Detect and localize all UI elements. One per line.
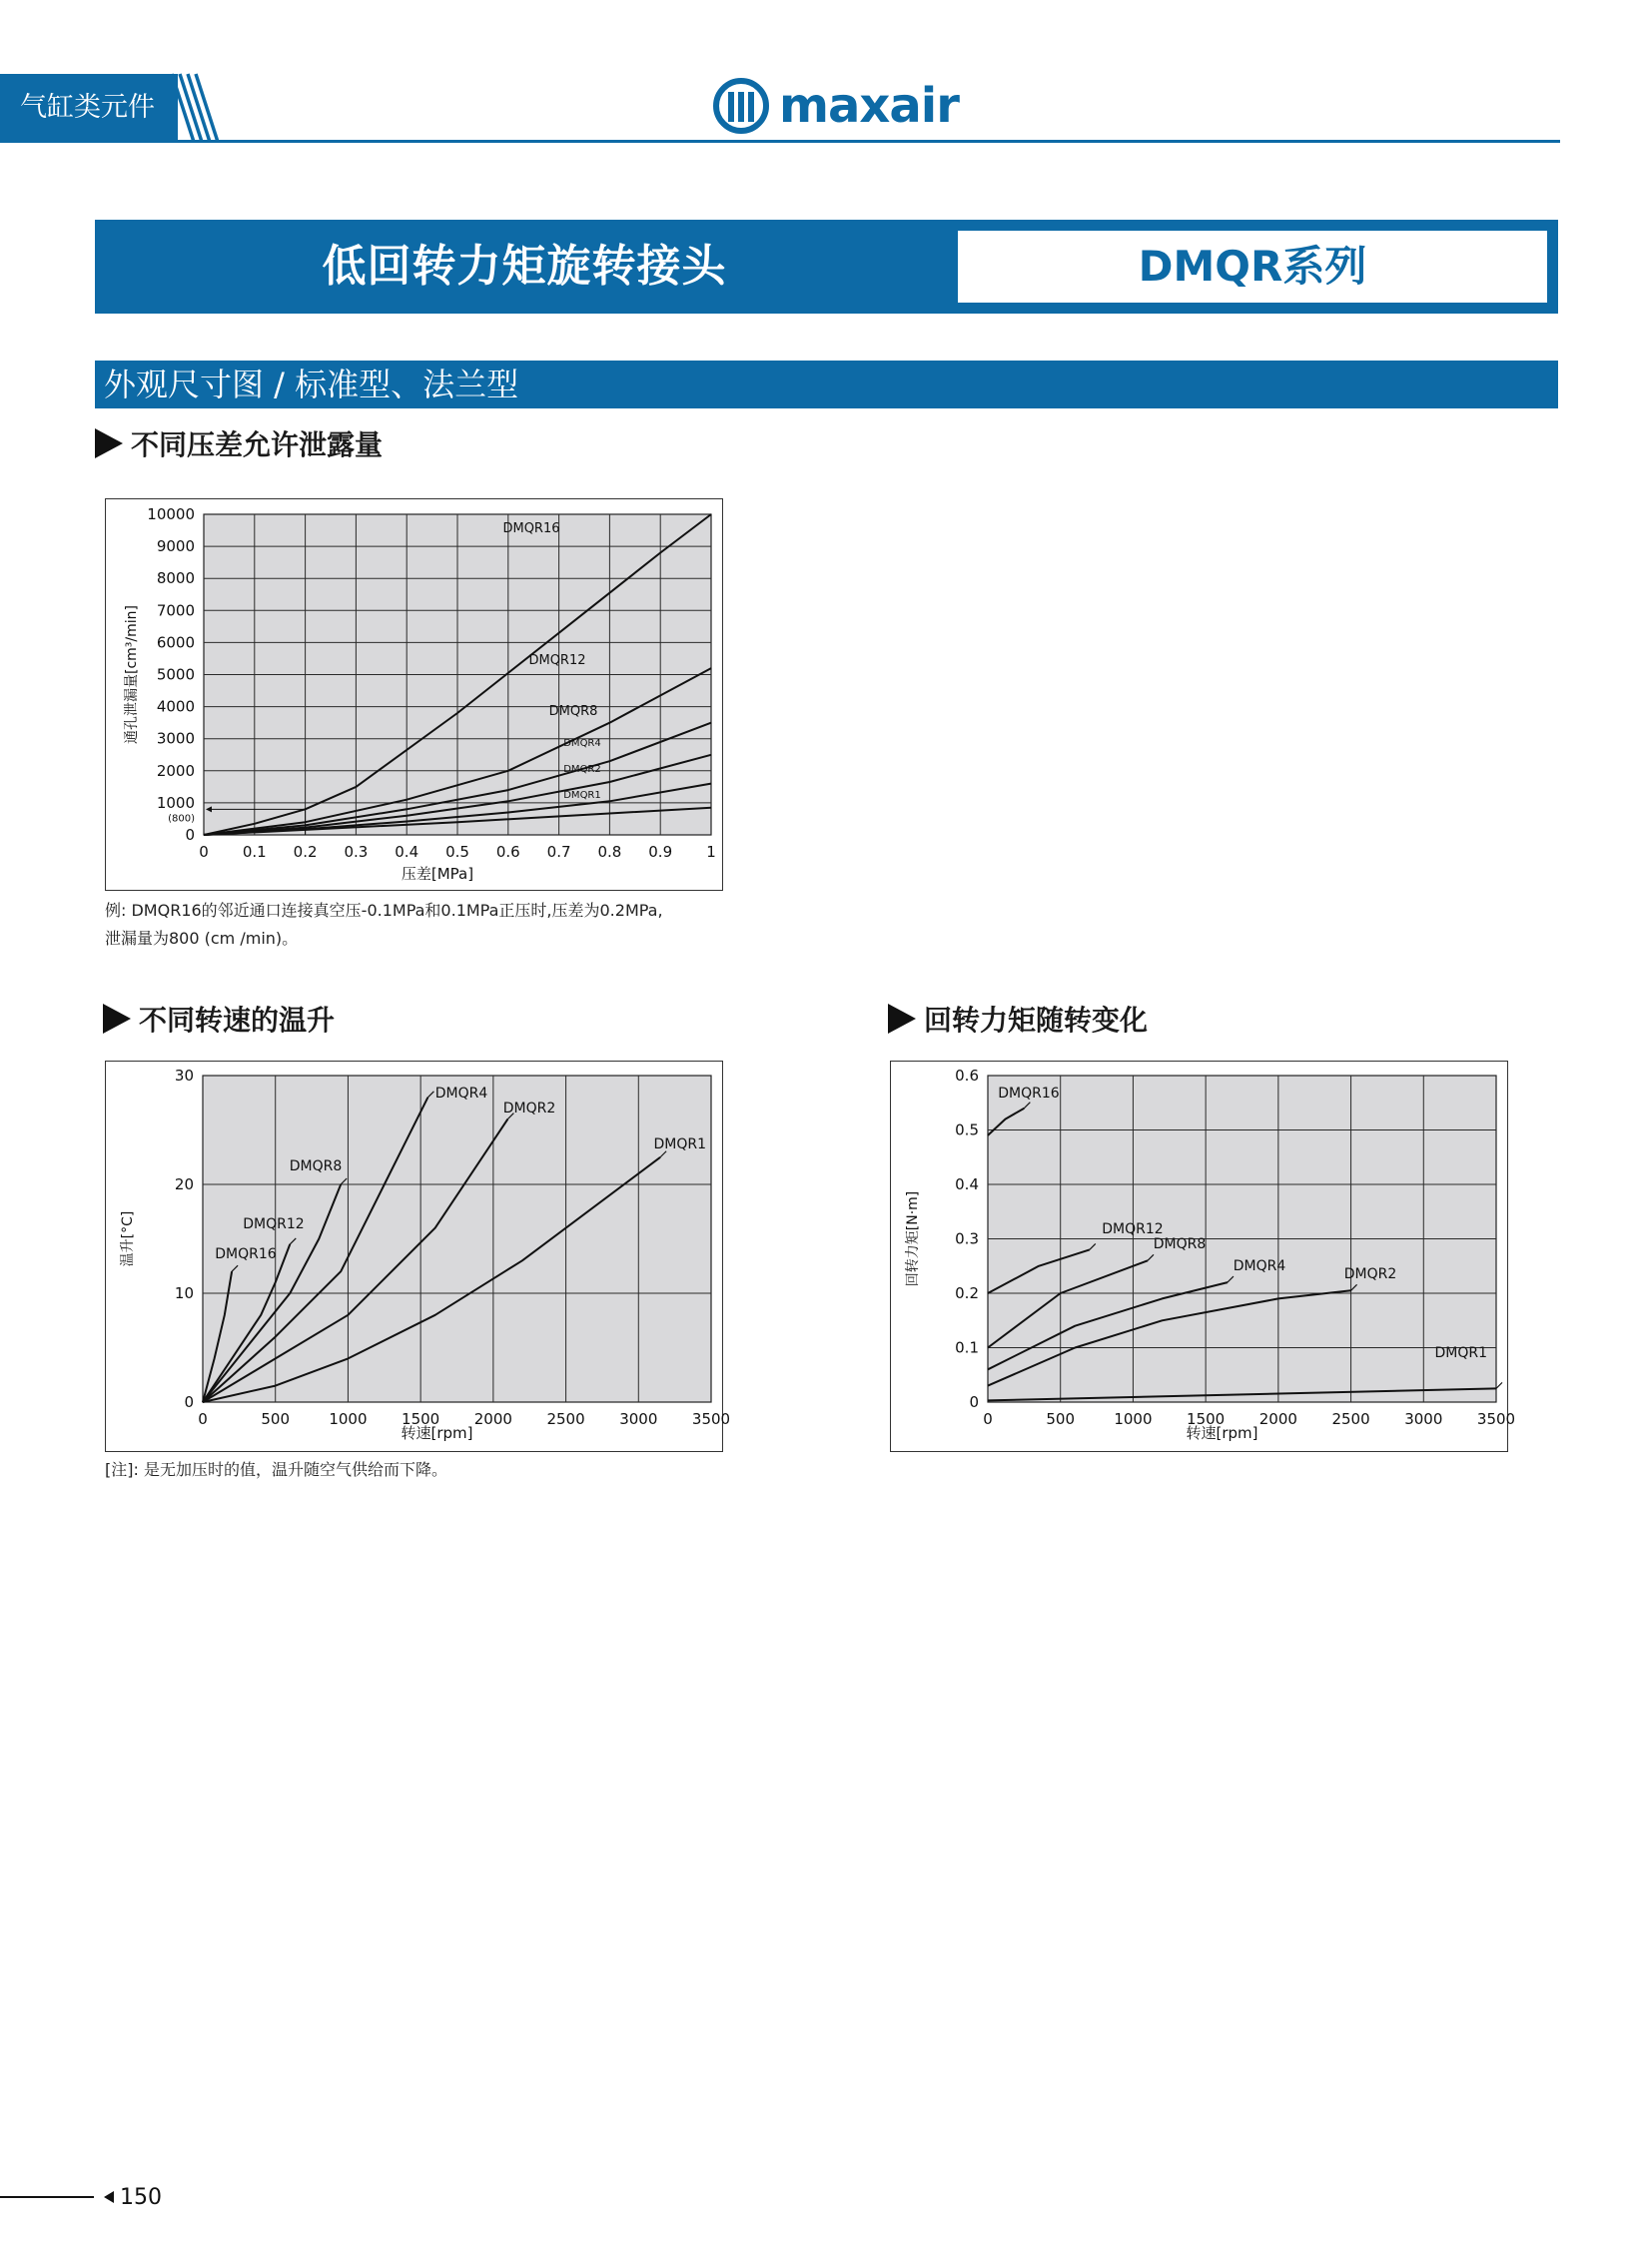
series-label-dmqr16: DMQR16 — [502, 521, 560, 536]
x-tick-label: 1500 — [1187, 1410, 1226, 1428]
product-title: 低回转力矩旋转接头 — [322, 241, 727, 292]
y-tick-label: 0.5 — [955, 1120, 979, 1139]
footer-arrow-icon — [104, 2191, 114, 2203]
x-tick-label: 2500 — [1331, 1410, 1370, 1428]
subheading-temperature-text: 不同转速的温升 — [139, 1004, 336, 1037]
series-label-dmqr16: DMQR16 — [998, 1086, 1060, 1102]
y-tick-label: 0.6 — [955, 1067, 979, 1085]
subheading-torque — [888, 999, 1148, 1039]
x-tick-label: 1000 — [329, 1410, 368, 1428]
y-tick-label: 2000 — [156, 761, 195, 780]
triangle-bullet-icon — [95, 428, 123, 458]
y-tick-label: 0 — [969, 1393, 979, 1411]
series-label-dmqr4: DMQR4 — [1233, 1258, 1286, 1274]
x-tick-label: 0.2 — [293, 843, 318, 861]
x-tick-label: 0.8 — [597, 843, 622, 861]
x-axis-label: 转速[rpm] — [401, 1424, 473, 1442]
y-tick-label: 3000 — [156, 729, 195, 748]
series-label-dmqr8: DMQR8 — [289, 1158, 343, 1174]
series-label-dmqr1: DMQR1 — [653, 1136, 706, 1152]
x-tick-label: 1 — [706, 843, 716, 861]
y-tick-label: 0 — [185, 826, 195, 844]
page-footer — [0, 2182, 162, 2212]
chart-temperature — [106, 1062, 731, 1450]
chart-leakage-frame — [105, 498, 723, 891]
x-tick-label: 0.3 — [344, 843, 369, 861]
x-tick-label: 0 — [983, 1410, 993, 1428]
subheading-torque-text: 回转力矩随转变化 — [924, 1004, 1149, 1037]
y-tick-label: 0.2 — [955, 1284, 979, 1302]
brand-logo — [713, 76, 959, 136]
y-axis-label: 温升[°C] — [120, 1210, 136, 1267]
y-tick-label: 6000 — [156, 633, 195, 652]
y-tick-label: 9000 — [156, 537, 195, 556]
series-label-dmqr2: DMQR2 — [1343, 1266, 1397, 1282]
leakage-note-line2: 泄漏量为800 (cm /min)。 — [105, 929, 299, 948]
chart-temperature-frame — [105, 1061, 731, 1452]
chart-torque-frame — [890, 1061, 1516, 1452]
section-header: 外观尺寸图 / 标准型、法兰型 — [95, 361, 1558, 408]
chart-leakage — [106, 499, 721, 889]
x-tick-label: 0.9 — [648, 843, 673, 861]
series-label-dmqr12: DMQR12 — [1102, 1221, 1164, 1237]
subheading-leakage — [95, 423, 383, 463]
x-tick-label: 0.4 — [395, 843, 419, 861]
series-label-dmqr12: DMQR12 — [243, 1216, 305, 1232]
series-label-dmqr2: DMQR2 — [563, 764, 601, 775]
x-tick-label: 0.1 — [242, 843, 267, 861]
x-tick-label: 3500 — [691, 1410, 731, 1428]
footer-rule — [0, 2196, 94, 2198]
x-axis-label: 转速[rpm] — [1186, 1424, 1258, 1442]
leakage-note — [105, 897, 663, 953]
category-stripes-decoration — [168, 74, 228, 142]
y-tick-label: 4000 — [156, 697, 195, 716]
series-label-dmqr16: DMQR16 — [215, 1246, 277, 1262]
x-tick-label: 500 — [1046, 1410, 1076, 1428]
x-axis-label: 压差[MPa] — [401, 865, 474, 883]
annotation-label: (800) — [168, 813, 195, 825]
x-tick-label: 0 — [199, 843, 209, 861]
y-tick-label: 0.1 — [955, 1338, 979, 1357]
x-tick-label: 2500 — [546, 1410, 585, 1428]
x-tick-label: 3000 — [1404, 1410, 1443, 1428]
category-tab: 气缸类元件 — [0, 74, 178, 142]
header-rule — [0, 140, 1560, 143]
series-label-dmqr2: DMQR2 — [502, 1101, 556, 1117]
x-tick-label: 3000 — [619, 1410, 658, 1428]
temperature-note: [注]: 是无加压时的值，温升随空气供给而下降。 — [105, 1460, 447, 1479]
y-tick-label: 1000 — [156, 793, 195, 812]
leakage-note-line1: 例: DMQR16的邻近通口连接真空压-0.1MPa和0.1MPa正压时,压差为0.2MPa, — [105, 901, 663, 920]
y-tick-label: 0.4 — [955, 1175, 979, 1193]
series-label: DMQR系列 — [955, 228, 1550, 306]
series-label-dmqr12: DMQR12 — [528, 653, 586, 668]
y-tick-label: 8000 — [156, 569, 195, 588]
y-tick-label: 7000 — [156, 601, 195, 620]
x-tick-label: 1500 — [402, 1410, 440, 1428]
triangle-bullet-icon — [103, 1004, 131, 1034]
brand-logo-icon — [713, 78, 769, 134]
series-label-dmqr8: DMQR8 — [1153, 1236, 1207, 1252]
x-tick-label: 0.6 — [495, 843, 520, 861]
x-tick-label: 500 — [261, 1410, 291, 1428]
y-tick-label: 30 — [174, 1067, 194, 1085]
x-tick-label: 2000 — [473, 1410, 512, 1428]
series-label-dmqr1: DMQR1 — [1434, 1345, 1487, 1361]
series-label-dmqr8: DMQR8 — [548, 704, 598, 719]
x-tick-label: 1000 — [1114, 1410, 1153, 1428]
subheading-leakage-text: 不同压差允许泄露量 — [131, 428, 384, 461]
series-label-dmqr1: DMQR1 — [563, 790, 601, 801]
chart-torque — [891, 1062, 1516, 1450]
x-tick-label: 0 — [198, 1410, 208, 1428]
x-tick-label: 2000 — [1258, 1410, 1297, 1428]
x-tick-label: 0.7 — [546, 843, 571, 861]
series-leader-line — [1496, 1382, 1502, 1388]
y-axis-label: 回转力矩[N·m] — [905, 1190, 921, 1287]
y-axis-label: 通孔泄漏量[cm³/min] — [124, 605, 140, 744]
y-tick-label: 0 — [184, 1393, 194, 1411]
y-tick-label: 10 — [174, 1284, 194, 1302]
subheading-temperature — [103, 999, 335, 1039]
y-tick-label: 0.3 — [955, 1229, 979, 1248]
series-label-dmqr4: DMQR4 — [434, 1086, 488, 1102]
y-tick-label: 10000 — [147, 505, 195, 523]
x-tick-label: 3500 — [1476, 1410, 1516, 1428]
page-number: 150 — [120, 2184, 162, 2210]
x-tick-label: 0.5 — [445, 843, 469, 861]
brand-name: maxair — [779, 78, 959, 134]
y-tick-label: 5000 — [156, 665, 195, 684]
triangle-bullet-icon — [888, 1004, 916, 1034]
y-tick-label: 20 — [174, 1175, 194, 1193]
series-label-dmqr4: DMQR4 — [563, 738, 601, 749]
plot-area — [203, 1076, 711, 1402]
